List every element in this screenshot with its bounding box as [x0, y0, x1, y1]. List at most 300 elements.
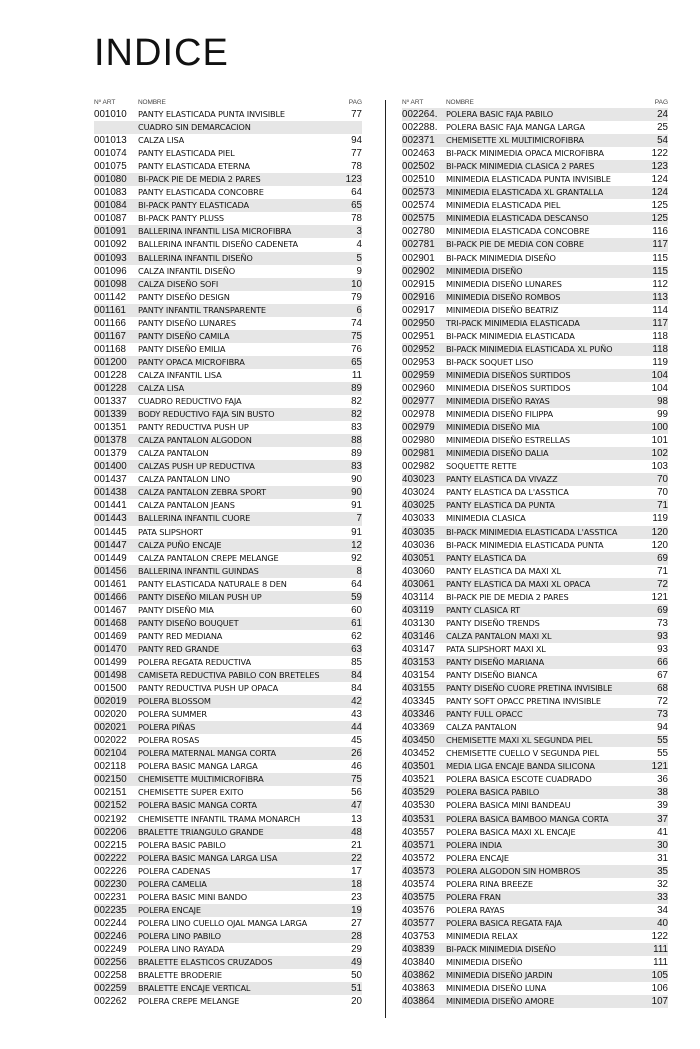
- index-row: [402, 813, 668, 826]
- article-name: POLERA BASIC MINI BANDO: [138, 891, 248, 902]
- page-number: 119: [652, 356, 668, 368]
- index-row: [402, 252, 668, 265]
- page-number: 43: [351, 709, 362, 721]
- index-row: [402, 434, 668, 447]
- index-row: [94, 160, 362, 173]
- index-row: [94, 278, 362, 291]
- article-name: PANTY ELASTICADA ETERNA: [138, 161, 250, 172]
- index-row: [94, 356, 362, 369]
- article-code: 001438: [94, 487, 127, 499]
- article-code: 001339: [94, 409, 127, 421]
- article-code: 002104: [94, 748, 127, 760]
- index-row: [94, 799, 362, 812]
- article-code: 403862: [402, 970, 435, 982]
- article-code: 001500: [94, 683, 127, 695]
- article-name: CUADRO SIN DEMARCACION: [138, 122, 251, 133]
- page-number: 112: [652, 278, 668, 290]
- page-number: 102: [651, 448, 668, 460]
- index-row: [402, 773, 668, 786]
- index-row: [402, 656, 668, 669]
- article-name: POLERA RINA BREEZE: [446, 878, 533, 889]
- page-number: 63: [351, 643, 362, 655]
- article-name: BI-PACK PANTY PLUSS: [138, 213, 224, 224]
- article-code: 002231: [94, 891, 127, 903]
- article-name: MINIMEDIA DISEÑO: [446, 265, 523, 276]
- article-name: POLERA MATERNAL MANGA CORTA: [138, 748, 276, 759]
- article-code: 001400: [94, 461, 127, 473]
- page-number: 21: [351, 839, 362, 851]
- article-code: 403114: [402, 591, 434, 603]
- page-number: 121: [651, 761, 668, 773]
- page-number: 39: [657, 800, 668, 812]
- index-row: [94, 721, 362, 734]
- article-code: 002510: [402, 174, 435, 186]
- article-name: BALLERINA INFANTIL DISEÑO: [138, 252, 253, 263]
- index-row: [94, 252, 362, 265]
- page-number: 106: [651, 983, 668, 995]
- article-name: MINIMEDIA DISEÑO MIA: [446, 422, 540, 433]
- page-number: 83: [351, 422, 362, 434]
- article-code: 001499: [94, 656, 127, 668]
- index-row: [402, 291, 668, 304]
- article-code: 403450: [402, 735, 435, 747]
- page-number: 115: [652, 265, 668, 277]
- article-code: [94, 121, 138, 134]
- page-number: 79: [351, 291, 362, 303]
- article-name: CHEMISETTE MULTIMICROFIBRA: [138, 774, 264, 785]
- article-code: 001161: [94, 304, 126, 316]
- article-code: 403577: [402, 917, 435, 929]
- index-row: [402, 930, 668, 943]
- article-code: 403530: [402, 800, 435, 812]
- page-number: 113: [652, 291, 668, 303]
- index-row: [402, 356, 668, 369]
- index-row: [94, 434, 362, 447]
- page-number: 69: [657, 604, 668, 616]
- article-code: 403155: [402, 683, 435, 695]
- page-number: 78: [351, 161, 362, 173]
- page-number: 70: [657, 487, 668, 499]
- article-code: 403153: [402, 656, 435, 668]
- article-name: CHEMISETTE MAXI XL SEGUNDA PIEL: [446, 735, 593, 746]
- article-name: MINIMEDIA ELASTICADA CONCOBRE: [446, 226, 590, 237]
- index-row: [94, 708, 362, 721]
- page-number: 54: [657, 135, 668, 147]
- article-name: POLERA BASICA REGATA FAJA: [446, 917, 562, 928]
- index-row: [402, 330, 668, 343]
- article-code: 001084: [94, 200, 127, 212]
- page-number: 20: [351, 996, 362, 1008]
- article-code: 403023: [402, 474, 435, 486]
- article-code: 001168: [94, 343, 126, 355]
- index-row: [94, 265, 362, 278]
- page-number: 36: [657, 774, 668, 786]
- article-name: PANTY ELASTICA DA VIVAZZ: [446, 474, 558, 485]
- page-number: 120: [651, 526, 668, 538]
- article-code: 001437: [94, 474, 127, 486]
- index-row: [94, 826, 362, 839]
- index-row: [94, 343, 362, 356]
- article-name: BI-PACK MINIMEDIA ELASTICADA XL PUÑO: [446, 343, 613, 354]
- index-row: [402, 238, 668, 251]
- page-number: 46: [351, 761, 362, 773]
- page-number: 124: [651, 187, 668, 199]
- page-number: 50: [351, 970, 362, 982]
- article-code: 001467: [94, 604, 127, 616]
- article-name: CALZA LISA: [138, 382, 185, 393]
- article-code: 002262: [94, 996, 127, 1008]
- article-name: MINIMEDIA DISEÑOS SURTIDOS: [446, 369, 571, 380]
- article-name: PATA SLIPSHORT MAXI XL: [446, 643, 546, 654]
- index-row: [94, 982, 362, 995]
- page-number: 77: [351, 148, 362, 160]
- article-name: PANTY DISEÑO BOUQUET: [138, 617, 239, 628]
- article-code: 001083: [94, 187, 127, 199]
- index-row: [402, 304, 668, 317]
- page-number: 65: [351, 200, 362, 212]
- article-code: 001166: [94, 317, 126, 329]
- article-name: BALLERINA INFANTIL LISA MICROFIBRA: [138, 226, 292, 237]
- article-code: 002959: [402, 369, 435, 381]
- article-name: SOQUETTE RETTE: [446, 461, 517, 472]
- page-number: 27: [351, 917, 362, 929]
- article-code: 403573: [402, 865, 435, 877]
- index-row: [402, 604, 668, 617]
- article-name: CALZA DISEÑO SOFI: [138, 278, 219, 289]
- page-number: 103: [651, 461, 668, 473]
- index-row: [402, 904, 668, 917]
- article-name: PANTY SOFT OPACC PRETINA INVISIBLE: [446, 696, 601, 707]
- index-row: [94, 121, 362, 134]
- index-row: [402, 212, 668, 225]
- index-row: [94, 852, 362, 865]
- index-row: [94, 904, 362, 917]
- index-row: [402, 917, 668, 930]
- index-row: [402, 695, 668, 708]
- page-number: 101: [651, 435, 668, 447]
- page-number: 18: [351, 878, 362, 890]
- article-name: BI-PACK PIE DE MEDIA 2 PARES: [138, 174, 261, 185]
- article-name: MINIMEDIA DISEÑO AMORE: [446, 996, 555, 1007]
- index-row: [402, 499, 668, 512]
- article-name: PANTY ELASTICA DA MAXI XL: [446, 565, 561, 576]
- article-code: 002575: [402, 213, 435, 225]
- index-row: [94, 552, 362, 565]
- article-name: CALZA PANTALON: [446, 722, 517, 733]
- article-name: POLERA BASIC FAJA PABILO: [446, 109, 554, 119]
- article-code: 002264.: [402, 109, 438, 120]
- page-number: 111: [653, 944, 668, 955]
- index-row: [402, 512, 668, 525]
- page-number: 83: [351, 461, 362, 473]
- page-number: 30: [657, 839, 668, 851]
- index-row: [94, 421, 362, 434]
- article-code: 002020: [94, 709, 127, 721]
- article-name: PANTY ELASTICADA PIEL: [138, 148, 235, 159]
- page-number: 117: [652, 317, 668, 329]
- page-number: 118: [652, 343, 668, 355]
- article-name: CALZA PANTALON: [138, 448, 209, 459]
- article-name: BI-PACK PANTY ELASTICADA: [138, 200, 249, 211]
- header-name: NOMBRE: [138, 99, 166, 106]
- article-code: 001498: [94, 670, 127, 682]
- article-code: 002152: [94, 800, 127, 812]
- article-code: 002979: [402, 422, 435, 434]
- page-number: 29: [351, 944, 362, 955]
- page-number: 55: [657, 748, 668, 760]
- page-number: 68: [657, 683, 668, 695]
- article-name: MINIMEDIA DISEÑO RAYAS: [446, 396, 550, 407]
- index-row: [94, 682, 362, 695]
- article-name: POLERA BASIC MANGA LARGA: [138, 761, 258, 772]
- article-code: 002574: [402, 200, 435, 212]
- page-number: 92: [351, 552, 362, 564]
- page-number: 71: [657, 500, 668, 512]
- article-code: 002953: [402, 356, 435, 368]
- page-number: 89: [351, 382, 362, 394]
- article-name: PANTY ELASTICA DA L'ASSTICA: [446, 487, 569, 498]
- index-row: [94, 147, 362, 160]
- index-row: [402, 447, 668, 460]
- article-code: 403130: [402, 617, 435, 629]
- page-number: 82: [351, 396, 362, 408]
- article-code: 001013: [94, 135, 127, 147]
- page-number: 62: [351, 630, 362, 642]
- page-number: 124: [651, 174, 668, 186]
- article-code: 002206: [94, 826, 127, 838]
- page-number: 78: [351, 213, 362, 225]
- index-row: [94, 995, 362, 1008]
- article-code: 002192: [94, 813, 127, 825]
- page-number: 32: [657, 878, 668, 890]
- article-code: 001378: [94, 435, 127, 447]
- article-code: 002950: [402, 317, 435, 329]
- page-number: 111: [653, 957, 668, 969]
- page-number: 76: [351, 343, 362, 355]
- page-number: 37: [657, 813, 668, 825]
- article-code: 001142: [94, 291, 126, 303]
- index-row: [94, 630, 362, 643]
- index-row: [94, 134, 362, 147]
- page-number: 64: [351, 187, 362, 199]
- article-name: PANTY ELASTICA DA MAXI XL OPACA: [446, 578, 591, 589]
- page-number: 41: [657, 826, 668, 838]
- page-number: 75: [351, 330, 362, 342]
- header-page: PAG: [654, 99, 668, 106]
- article-name: POLERA BASIC PABILO: [138, 839, 226, 850]
- article-code: 403024: [402, 487, 435, 499]
- article-code: 403557: [402, 826, 435, 838]
- article-code: 403119: [402, 604, 434, 616]
- article-code: 403345: [402, 696, 435, 708]
- index-column-left: [94, 98, 362, 1008]
- page-number: 114: [652, 304, 668, 316]
- page-number: 13: [351, 813, 362, 825]
- article-name: PANTY DISEÑO EMILIA: [138, 343, 226, 354]
- article-code: 403571: [402, 839, 435, 851]
- article-code: 001228: [94, 369, 127, 381]
- page-number: 31: [657, 852, 668, 864]
- article-code: 002230: [94, 878, 127, 890]
- index-row: [402, 643, 668, 656]
- page-number: 121: [651, 591, 668, 603]
- index-row: [94, 565, 362, 578]
- index-row: [94, 499, 362, 512]
- index-row: [94, 786, 362, 799]
- article-code: 001468: [94, 617, 127, 629]
- index-row: [402, 395, 668, 408]
- article-code: 403501: [402, 761, 435, 773]
- page-number: 100: [651, 422, 668, 434]
- article-code: 002502: [402, 161, 435, 173]
- article-code: 403521: [402, 774, 435, 786]
- index-row: [402, 317, 668, 330]
- page-number: 98: [657, 396, 668, 408]
- index-row: [402, 786, 668, 799]
- page-number: 55: [657, 735, 668, 747]
- article-name: PANTY DISEÑO MARIANA: [446, 656, 545, 667]
- page-number: 65: [351, 356, 362, 368]
- index-row: [402, 460, 668, 473]
- page-number: 120: [651, 539, 668, 551]
- article-name: PANTY DISEÑO TRENDS: [446, 617, 540, 628]
- index-row: [94, 395, 362, 408]
- column-divider: [385, 100, 386, 1018]
- article-code: 001228: [94, 382, 127, 394]
- index-row: [94, 408, 362, 421]
- page-number: 69: [657, 552, 668, 564]
- page-number: 74: [351, 317, 362, 329]
- article-name: MINIMEDIA DISEÑO: [446, 957, 523, 968]
- article-code: 403369: [402, 722, 435, 734]
- index-row: [94, 617, 362, 630]
- index-row: [402, 969, 668, 982]
- article-code: 403839: [402, 944, 435, 955]
- index-row: [402, 891, 668, 904]
- article-name: PANTY ELASTICADA NATURALE 8 DEN: [138, 578, 287, 589]
- article-code: 002244: [94, 917, 127, 929]
- index-row: [94, 943, 362, 956]
- index-row: [94, 317, 362, 330]
- page-number: 38: [657, 787, 668, 799]
- page-number: 123: [345, 174, 362, 186]
- article-name: CALZA PUÑO ENCAJE: [138, 539, 222, 550]
- page-number: 25: [657, 122, 668, 134]
- article-name: TRI-PACK MINIMEDIA ELASTICADA: [446, 317, 580, 328]
- article-name: POLERA BASIC FAJA MANGA LARGA: [446, 122, 585, 133]
- page-number: 10: [351, 278, 362, 290]
- article-code: 403574: [402, 878, 435, 890]
- article-code: 001096: [94, 265, 127, 277]
- index-row: [94, 917, 362, 930]
- article-name: POLERA BASIC MANGA CORTA: [138, 800, 257, 811]
- page-number: 49: [351, 957, 362, 969]
- article-name: MINIMEDIA DISEÑO LUNARES: [446, 278, 562, 289]
- article-code: 001098: [94, 278, 127, 290]
- article-code: 002019: [94, 696, 127, 708]
- article-code: 002246: [94, 930, 127, 942]
- index-row: [402, 121, 668, 134]
- index-row: [402, 591, 668, 604]
- article-code: 002916: [402, 291, 435, 303]
- article-name: CHEMISETTE SUPER EXITO: [138, 787, 244, 798]
- page-number: 5: [356, 252, 362, 264]
- index-row: [94, 291, 362, 304]
- index-row: [94, 865, 362, 878]
- index-row: [402, 995, 668, 1008]
- article-name: MINIMEDIA RELAX: [446, 930, 518, 941]
- page-number: 22: [351, 852, 362, 864]
- article-name: POLERA ENCAJE: [138, 904, 201, 915]
- page-number: 28: [351, 930, 362, 942]
- article-name: PATA SLIPSHORT: [138, 526, 203, 537]
- article-name: PANTY ELASTICADA PUNTA INVISIBLE: [138, 109, 285, 119]
- index-row: [94, 969, 362, 982]
- article-code: 002463: [402, 148, 435, 160]
- page-number: 73: [657, 617, 668, 629]
- article-name: POLERA ENCAJE: [446, 852, 509, 863]
- article-name: PANTY DISEÑO LUNARES: [138, 317, 236, 328]
- article-code: 001443: [94, 513, 127, 525]
- article-code: 403051: [402, 552, 435, 564]
- index-row: [94, 591, 362, 604]
- page-number: 7: [356, 513, 362, 525]
- article-name: MINIMEDIA ELASTICADA PIEL: [446, 200, 561, 211]
- article-code: 403863: [402, 983, 435, 995]
- article-name: PANTY DISEÑO DESIGN: [138, 291, 230, 302]
- index-row: [94, 604, 362, 617]
- article-code: 403840: [402, 957, 435, 969]
- article-code: 001087: [94, 213, 127, 225]
- article-code: 002258: [94, 970, 127, 982]
- page-number: 19: [351, 904, 362, 916]
- index-row: [94, 539, 362, 552]
- article-code: 403033: [402, 513, 435, 525]
- index-row: [402, 943, 668, 956]
- index-row: [94, 760, 362, 773]
- article-name: BI-PACK MINIMEDIA ELASTICADA L'ASSTICA: [446, 526, 618, 537]
- article-name: CALZA PANTALON ZEBRA SPORT: [138, 487, 266, 498]
- page-number: 45: [351, 735, 362, 747]
- page-number: 35: [657, 865, 668, 877]
- article-code: 002780: [402, 226, 435, 238]
- article-name: POLERA BASICA PABILO: [446, 787, 540, 798]
- article-name: MINIMEDIA DISEÑO FILIPPA: [446, 409, 553, 420]
- article-code: 403154: [402, 670, 435, 682]
- page-number: [338, 121, 362, 134]
- page-number: 104: [651, 369, 668, 381]
- page-number: 93: [657, 643, 668, 655]
- index-row: [94, 695, 362, 708]
- index-row: [402, 186, 668, 199]
- article-code: 002215: [94, 839, 127, 851]
- article-name: POLERA INDIA: [446, 839, 502, 850]
- index-row: [94, 382, 362, 395]
- article-code: 001010: [94, 109, 127, 120]
- article-name: MINIMEDIA DISEÑO BEATRIZ: [446, 304, 559, 315]
- page-number: 85: [351, 656, 362, 668]
- page-number: 90: [351, 474, 362, 486]
- article-name: CAMISETA REDUCTIVA PABILO CON BRETELES: [138, 670, 320, 681]
- article-name: MINIMEDIA DISEÑO ROMBOS: [446, 291, 561, 302]
- article-code: 002573: [402, 187, 435, 199]
- article-name: CALZAS PUSH UP REDUCTIVA: [138, 461, 255, 472]
- article-name: PANTY CLASICA RT: [446, 604, 521, 615]
- page-number: 3: [356, 226, 362, 238]
- page-number: 89: [351, 448, 362, 460]
- article-name: PANTY INFANTIL TRANSPARENTE: [138, 304, 266, 315]
- article-code: 001469: [94, 630, 127, 642]
